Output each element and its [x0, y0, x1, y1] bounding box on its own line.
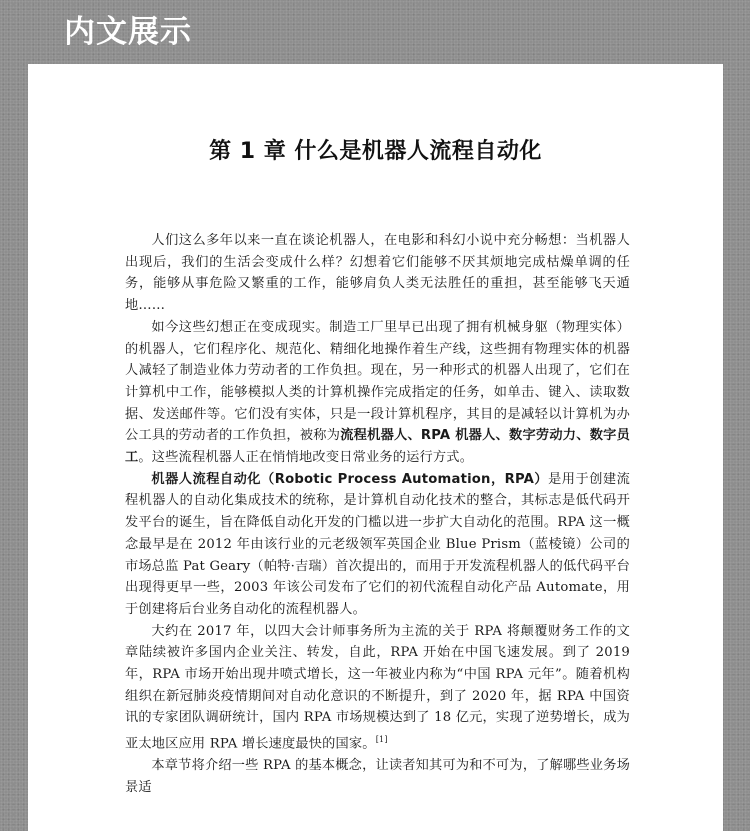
paragraph-4	[125, 621, 630, 756]
paragraph-1-text: 人们这么多年以来一直在谈论机器人，在电影和科幻小说中充分畅想：当机器人出现后，我们的生活会变成什么样？幻想着它们能够不厌其烦地完成枯燥单调的任务，能够从事危险又繁重的工作，能够肩负人类无法胜任的重担，甚至能够飞天遁地……	[125, 233, 630, 314]
paragraph-2-bold-terms: 流程机器人、RPA 机器人、数字劳动力、数字员工	[125, 428, 630, 466]
body-text	[125, 230, 630, 799]
paragraph-5-text: 本章节将介绍一些 RPA 的基本概念，让读者知其可为和不可为，了解哪些业务场景适	[125, 758, 630, 795]
book-page	[28, 64, 723, 831]
paragraph-5	[125, 755, 630, 798]
paragraph-4-text: 大约在 2017 年，以四大会计师事务所为主流的关于 RPA 将颠覆财务工作的文章陆续被许多国内企业关注、转发，自此，RPA 开始在中国飞速发展。到了 2019 年，RPA 市场开始出现井喷式增长，这一年被业内称为“中国 RPA 元年”。随着机构组织在新冠肺炎疫情期间对自动化意识的不断提升，到了 2020 年，据 RPA 中国资讯的专家团队调研统计，国内 RPA 市场规模达到了 18 亿元，实现了逆势增长，成为亚太地区应用 RPA 增长速度最快的国家。	[125, 623, 630, 752]
paragraph-3-bold-term: 机器人流程自动化（Robotic Process Automation，RPA）	[151, 471, 549, 487]
paragraph-1	[125, 230, 630, 317]
paragraph-3-text: 是用于创建流程机器人的自动化集成技术的统称，是计算机自动化技术的整合，其标志是低代码开发平台的诞生，旨在降低自动化开发的门槛以进一步扩大自动化的范围。RPA 这一概念最早是在 2012 年由该行业的元老级领军英国企业 Blue Prism（蓝棱镜）公司的市场总监 Pat Geary（帕特·吉瑞）首次提出的，而用于开发流程机器人的低代码平台出现得更早一些，2003 年该公司发布了它们的初代流程自动化产品 Automate，用于创建将后台业务自动化的流程机器人。	[125, 471, 630, 617]
chapter-title: 第 1 章 什么是机器人流程自动化	[209, 139, 542, 164]
paragraph-2	[125, 317, 630, 469]
section-banner-title: 内文展示	[64, 14, 192, 50]
paragraph-2-text-end: 。这些流程机器人正在悄悄地改变日常业务的运行方式。	[138, 450, 474, 466]
paragraph-3	[125, 469, 630, 621]
paragraph-2-text: 如今这些幻想正在变成现实。制造工厂里早已出现了拥有机械身躯（物理实体）的机器人，它们程序化、规范化、精细化地操作着生产线，这些拥有物理实体的机器人减轻了制造业体力劳动者的工作负担。现在，另一种形式的机器人出现了，它们在计算机中工作，能够模拟人类的计算机操作完成指定的任务，如单击、键入、读取数据、发送邮件等。它们没有实体，只是一段计算机程序，其目的是减轻以计算机为办公工具的劳动者的工作负担，被称为	[125, 319, 630, 444]
footnote-marker: [1]	[375, 735, 388, 745]
